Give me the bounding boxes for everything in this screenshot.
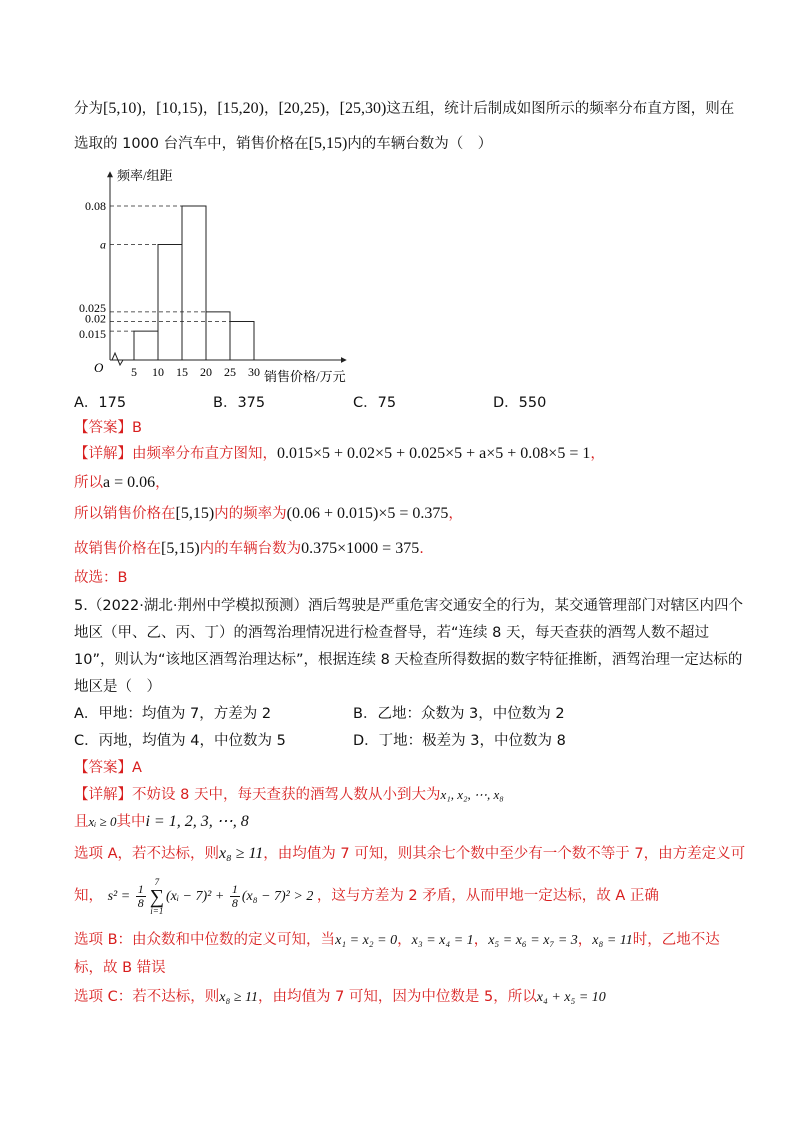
q5-stem-line-2: 地区（甲、乙、丙、丁）的酒驾治理情况进行检查督导，若“连续 8 天，每天查获的酒驾人数不超过 bbox=[74, 625, 709, 641]
detail-text: ，由均值为 7 可知，因为中位数是 5，所以 bbox=[257, 989, 537, 1005]
y-tick-label: 0.015 bbox=[79, 327, 106, 342]
intro-prefix: 分为 bbox=[74, 101, 103, 117]
detail-equation: x₁, x₂, ⋯, x₈ bbox=[440, 787, 504, 802]
detail-equation: a = 0.06 bbox=[103, 474, 156, 491]
answer-value: B bbox=[132, 420, 142, 436]
q5-detail-line-4 bbox=[74, 876, 659, 916]
intro-line2-b: 内的车辆台数为（ ） bbox=[347, 136, 493, 152]
detail-equation: x₁ = x₂ = 0 bbox=[335, 933, 398, 948]
q4-option-c[interactable]: C．75 bbox=[353, 395, 397, 411]
detail-equation: 0.015×5 + 0.02×5 + 0.025×5 + a×5 + 0.08×5 = 1 bbox=[277, 445, 591, 462]
intro-line-1 bbox=[74, 98, 734, 120]
frequency-histogram bbox=[70, 160, 370, 385]
x-tick-label: 15 bbox=[176, 365, 188, 379]
q4-detail-line-1 bbox=[74, 443, 605, 465]
detail-text: 选项 C：若不达标，则 bbox=[74, 989, 220, 1005]
answer-tag: 【答案】 bbox=[74, 760, 132, 776]
y-tick-label: 0.08 bbox=[85, 199, 106, 213]
x-tick-label: 20 bbox=[200, 365, 212, 379]
interval-5: [25,30) bbox=[339, 100, 387, 117]
detail-tag: 【详解】 bbox=[74, 787, 132, 803]
punct: ， bbox=[590, 446, 605, 462]
detail-equation: x₈ ≥ 11 bbox=[219, 845, 264, 862]
interval-1: [5,10) bbox=[103, 100, 142, 117]
x-axis-label: 销售价格/万元 bbox=[264, 369, 346, 384]
q5-number: 5. bbox=[74, 598, 88, 614]
histogram-bar bbox=[206, 312, 230, 360]
variance-term: (xᵢ − 7)² + bbox=[165, 889, 225, 904]
detail-equation: x₈ = 11 bbox=[592, 933, 633, 948]
q5-answer bbox=[74, 757, 142, 779]
q4-answer bbox=[74, 417, 142, 439]
q5-detail-line-1 bbox=[74, 784, 504, 806]
q5-option-d[interactable]: D．丁地：极差为 3，中位数为 8 bbox=[353, 733, 566, 749]
q4-option-d[interactable]: D．550 bbox=[493, 395, 547, 411]
variance-term: (x₈ − 7)² > 2 bbox=[241, 889, 314, 904]
x-tick-label: 30 bbox=[248, 365, 260, 379]
detail-equation: x₄ + x₅ = 10 bbox=[536, 990, 606, 1005]
q4-detail-line-2 bbox=[74, 472, 170, 494]
q4-option-a[interactable]: A．175 bbox=[74, 395, 127, 411]
detail-text: 选项 B：由众数和中位数的定义可知，当 bbox=[74, 932, 336, 948]
answer-tag: 【答案】 bbox=[74, 420, 132, 436]
detail-text: 内的频率为 bbox=[214, 506, 287, 522]
q5-option-c[interactable]: C．丙地，均值为 4，中位数为 5 bbox=[74, 733, 286, 749]
y-tick-label: 0.02 bbox=[85, 311, 106, 326]
fraction-numerator: 1 bbox=[231, 882, 238, 897]
detail-equation: i = 1, 2, 3, ⋯, 8 bbox=[145, 813, 249, 830]
origin-label: O bbox=[94, 360, 104, 375]
q4-conclusion: 故选：B bbox=[74, 570, 128, 586]
answer-value: A bbox=[132, 760, 142, 776]
q5-stem-line-4: 地区是（ ） bbox=[74, 679, 161, 695]
intro-line2-a: 选取的 1000 台汽车中，销售价格在 bbox=[74, 136, 309, 152]
q5-detail-line-5 bbox=[74, 929, 720, 952]
q5-option-a[interactable]: A．甲地：均值为 7，方差为 2 bbox=[74, 706, 272, 722]
x-tick-label: 5 bbox=[131, 365, 137, 379]
q4-detail-line-4 bbox=[74, 538, 424, 560]
fraction-2 bbox=[230, 883, 240, 910]
separator: ， bbox=[141, 101, 157, 117]
detail-text: ，这与方差为 2 矛盾，从而甲地一定达标，故 A 正确 bbox=[316, 888, 659, 904]
punct: ， bbox=[448, 506, 463, 522]
q5-detail-line-6: 标，故 B 错误 bbox=[74, 960, 166, 976]
histogram-bar bbox=[182, 206, 206, 360]
separator: ， bbox=[325, 101, 340, 117]
detail-text: 其中 bbox=[116, 814, 146, 830]
x-tick-label: 25 bbox=[224, 365, 236, 379]
sum-lower: i=1 bbox=[150, 905, 164, 916]
y-axis-label: 频率/组距 bbox=[117, 168, 173, 183]
interval-3: [15,20) bbox=[217, 100, 264, 117]
y-tick-label: 0.025 bbox=[79, 300, 106, 315]
q5-detail-line-2 bbox=[74, 811, 249, 833]
x-tick-label: 10 bbox=[152, 365, 164, 379]
detail-text: 不妨设 8 天中，每天查获的酒驾人数从小到大为 bbox=[132, 787, 441, 803]
variance-symbol: s² = bbox=[107, 889, 131, 904]
punct: ， bbox=[397, 932, 412, 948]
sum-upper: 7 bbox=[154, 876, 160, 887]
detail-text: 内的车辆台数为 bbox=[199, 541, 302, 557]
q5-stem-line-3: 10”，则认为“该地区酒驾治理达标”，根据连续 8 天检查所得数据的数字特征推断，酒驾治理一定达标的 bbox=[74, 652, 743, 668]
separator: ， bbox=[263, 101, 279, 117]
detail-text: 故销售价格在 bbox=[74, 541, 161, 557]
histogram-bar bbox=[230, 322, 254, 361]
q5-detail-line-3 bbox=[74, 843, 745, 865]
q5-text: 酒后驾驶是严重危害交通安全的行为，某交通管理部门对辖区内四个 bbox=[307, 598, 743, 614]
detail-equation: 0.375×1000 = 375 bbox=[301, 540, 420, 557]
detail-text: ，由均值为 7 可知，则其余七个数中至少有一个数不等于 7，由方差定义可 bbox=[263, 846, 746, 862]
intro-suffix: 这五组，统计后制成如图所示的频率分布直方图，则在 bbox=[386, 101, 735, 117]
punct: ， bbox=[577, 932, 593, 948]
q5-stem-line-1 bbox=[74, 595, 743, 617]
intro-line-2 bbox=[74, 133, 492, 155]
histogram-bar bbox=[158, 245, 182, 361]
detail-equation: x₅ = x₆ = x₇ = 3 bbox=[488, 933, 578, 948]
separator: ， bbox=[202, 101, 218, 117]
detail-interval: [5,15) bbox=[175, 505, 215, 522]
interval-2: [10,15) bbox=[156, 100, 203, 117]
axis-break-mark bbox=[112, 353, 123, 365]
detail-equation: xᵢ ≥ 0 bbox=[88, 814, 117, 829]
punct: ， bbox=[473, 932, 489, 948]
detail-equation: (0.06 + 0.015)×5 = 0.375 bbox=[286, 505, 449, 522]
q5-source: （2022·湖北·荆州中学模拟预测） bbox=[87, 598, 308, 614]
interval-4: [20,25) bbox=[278, 100, 326, 117]
detail-text: 由频率分布直方图知， bbox=[132, 446, 277, 462]
fraction-numerator: 1 bbox=[137, 882, 144, 897]
fraction-denominator: 8 bbox=[231, 896, 238, 911]
detail-text: 知， bbox=[74, 888, 103, 904]
punct: ， bbox=[155, 475, 170, 491]
detail-text: 选项 A，若不达标，则 bbox=[74, 846, 220, 862]
q4-detail-line-3 bbox=[74, 503, 463, 525]
detail-tag: 【详解】 bbox=[74, 446, 132, 462]
fraction-1 bbox=[136, 883, 146, 910]
detail-equation: x₈ ≥ 11 bbox=[219, 990, 258, 1005]
detail-text: 时，乙地不达 bbox=[632, 932, 720, 948]
detail-text: 且 bbox=[74, 814, 89, 830]
histogram-bar bbox=[134, 331, 158, 360]
detail-equation: x₃ = x₄ = 1 bbox=[411, 933, 474, 948]
punct: . bbox=[419, 541, 424, 557]
fraction-denominator: 8 bbox=[137, 896, 144, 911]
intro-line2-interval: [5,15) bbox=[308, 135, 348, 152]
y-tick-label: a bbox=[100, 237, 106, 252]
q5-option-b[interactable]: B．乙地：众数为 3，中位数为 2 bbox=[353, 706, 565, 722]
detail-text: 所以销售价格在 bbox=[74, 506, 176, 522]
q5-detail-line-7 bbox=[74, 986, 606, 1009]
variance-formula bbox=[107, 876, 317, 916]
detail-interval: [5,15) bbox=[161, 540, 200, 557]
q4-option-b[interactable]: B．375 bbox=[213, 395, 266, 411]
detail-text: 所以 bbox=[74, 475, 103, 491]
summation: 7 ∑ i=1 bbox=[149, 876, 164, 916]
